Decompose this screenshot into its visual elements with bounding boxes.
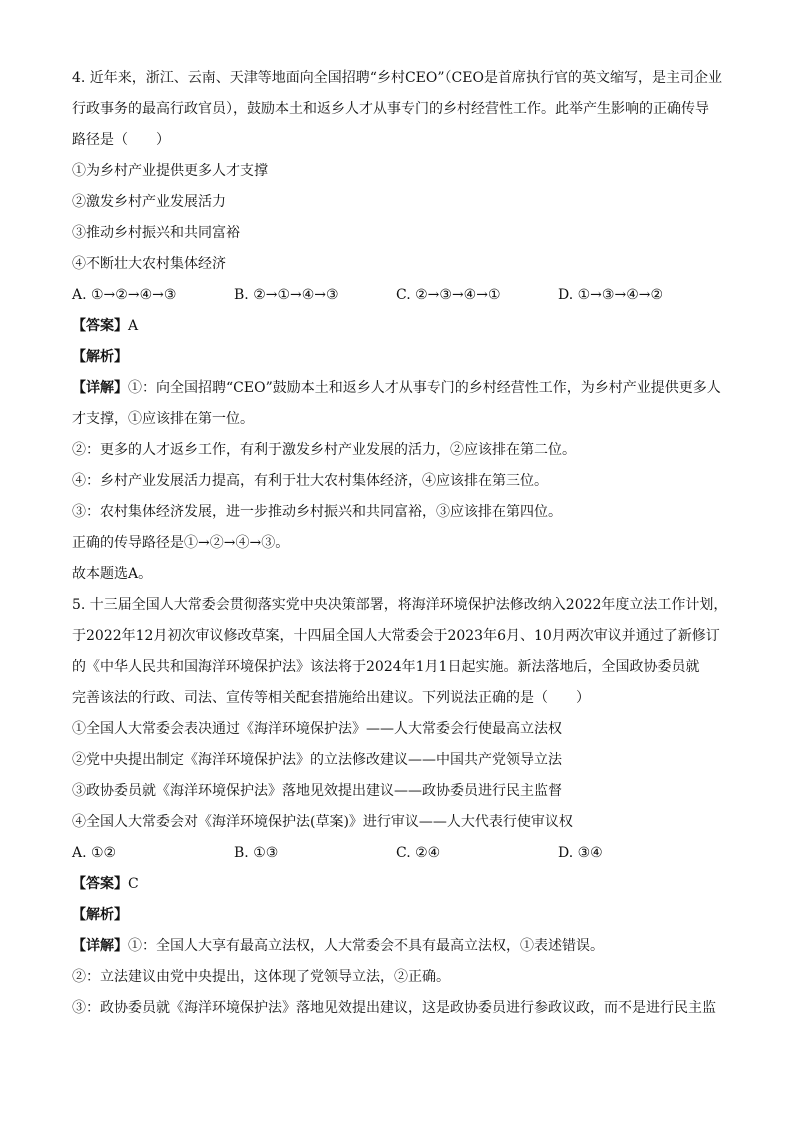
question-5: [72, 590, 732, 1024]
q4-analysis-heading: [72, 342, 732, 373]
q5-detail-line-1: [72, 931, 732, 962]
q4-options: [72, 280, 732, 311]
question-4: [72, 63, 732, 590]
q5-analysis-heading: [72, 900, 732, 931]
q5-analysis-tag: 【解析】: [72, 907, 128, 923]
document-page: [72, 63, 732, 1024]
q5-stem-line-2: 于2022年12月初次审议修改草案，十四届全国人大常委会于2023年6月、10月两次审议并通过了新修订: [72, 628, 720, 644]
q5-answer: [72, 869, 732, 900]
q5-detail-text-1: ①：全国人大享有最高立法权，人大常委会不具有最高立法权，①表述错误。: [128, 938, 604, 954]
q5-item-2: ②党中央提出制定《海洋环境保护法》的立法修改建议——中国共产党领导立法: [72, 752, 562, 768]
q5-answer-tag: 【答案】: [72, 876, 128, 892]
q5-option-b: B. ①③: [234, 845, 279, 861]
q4-stem-line-3: 路径是（ ）: [72, 132, 170, 148]
q4-stem-line-1: 4. 近年来，浙江、云南、天津等地面向全国招聘“乡村CEO”（CEO是首席执行官的英文缩写，是主司企业: [72, 70, 722, 86]
q4-answer: [72, 311, 732, 342]
q5-option-c: C. ②④: [396, 845, 441, 861]
q4-detail-line-6: 正确的传导路径是①→②→④→③。: [72, 535, 290, 551]
q5-stem-line-1: 5. 十三届全国人大常委会贯彻落实党中央决策部署，将海洋环境保护法修改纳入2022年度立法工作计划，: [72, 597, 728, 613]
q5-item-4: ④全国人大常委会对《海洋环境保护法(草案)》进行审议——人大代表行使审议权: [72, 814, 573, 830]
q4-answer-value: A: [128, 318, 139, 334]
q4-item-2: ②激发乡村产业发展活力: [72, 194, 226, 210]
q5-option-a: A. ①②: [72, 845, 117, 861]
q5-detail-tag: 【详解】: [72, 938, 128, 954]
q4-option-b: B. ②→①→④→③: [234, 287, 339, 303]
q5-stem-line-4: 完善该法的行政、司法、宣传等相关配套措施给出建议。下列说法正确的是（ ）: [72, 690, 590, 706]
q4-item-3: ③推动乡村振兴和共同富裕: [72, 225, 240, 241]
q4-stem-line-2: 行政事务的最高行政官员），鼓励本土和返乡人才从事专门的乡村经营性工作。此举产生影响的正确传导: [72, 101, 709, 117]
q4-detail-text-1: ①：向全国招聘“CEO”鼓励本土和返乡人才从事专门的乡村经营性工作，为乡村产业提供更多人: [128, 380, 721, 396]
q5-stem-line-3: 的《中华人民共和国海洋环境保护法》该法将于2024年1月1日起实施。新法落地后，全国政协委员就: [72, 659, 700, 675]
q4-detail-line-1: [72, 373, 732, 404]
q4-item-4: ④不断壮大农村集体经济: [72, 256, 226, 272]
q5-answer-value: C: [128, 876, 139, 892]
q5-options: [72, 838, 732, 869]
q4-option-a: A. ①→②→④→③: [72, 287, 177, 303]
q4-option-d: D. ①→③→④→②: [558, 287, 664, 303]
q4-option-c: C. ②→③→④→①: [396, 287, 501, 303]
q4-detail-line-4: ④：乡村产业发展活力提高，有利于壮大农村集体经济，④应该排在第三位。: [72, 473, 548, 489]
q4-detail-tag: 【详解】: [72, 380, 128, 396]
q4-detail-line-2: 才支撑，①应该排在第一位。: [72, 411, 254, 427]
q4-detail-line-7: 故本题选A。: [72, 566, 153, 582]
q4-detail-line-3: ②：更多的人才返乡工作，有利于激发乡村产业发展的活力，②应该排在第二位。: [72, 442, 576, 458]
q4-detail-line-5: ③：农村集体经济发展，进一步推动乡村振兴和共同富裕，③应该排在第四位。: [72, 504, 562, 520]
q5-detail-line-3: ③：政协委员就《海洋环境保护法》落地见效提出建议，这是政协委员进行参政议政，而不是进行民主监: [72, 1000, 716, 1016]
q5-option-d: D. ③④: [558, 845, 603, 861]
q5-item-3: ③政协委员就《海洋环境保护法》落地见效提出建议——政协委员进行民主监督: [72, 783, 562, 799]
q5-detail-line-2: ②：立法建议由党中央提出，这体现了党领导立法，②正确。: [72, 969, 450, 985]
q4-item-1: ①为乡村产业提供更多人才支撑: [72, 163, 268, 179]
q4-answer-tag: 【答案】: [72, 318, 128, 334]
q5-item-1: ①全国人大常委会表决通过《海洋环境保护法》——人大常委会行使最高立法权: [72, 721, 562, 737]
q4-analysis-tag: 【解析】: [72, 349, 128, 365]
